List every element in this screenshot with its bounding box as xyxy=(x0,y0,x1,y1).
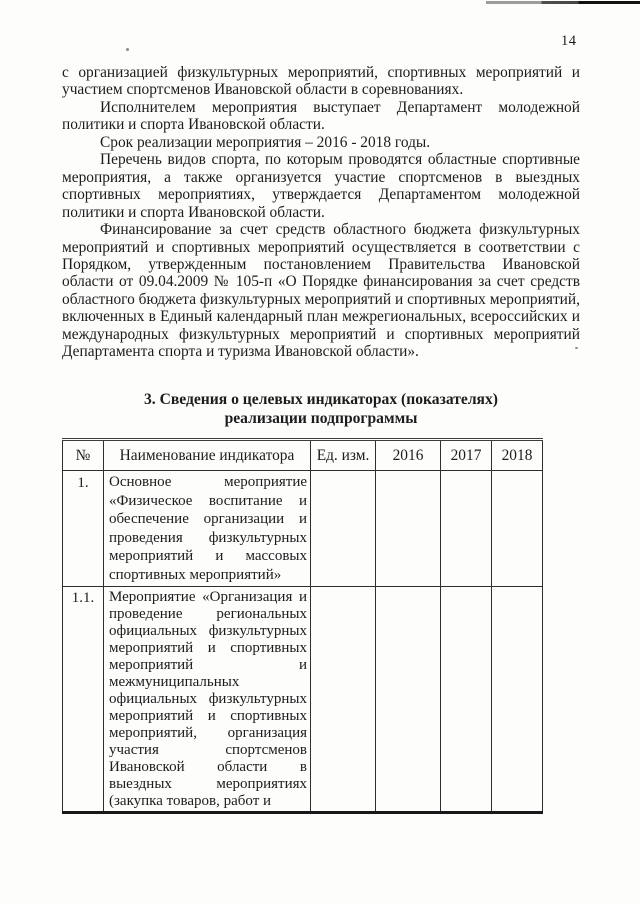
page-number: 14 xyxy=(561,33,577,49)
section-heading xyxy=(62,390,580,428)
paragraph: Исполнителем мероприятия выступает Департамент молодежной политики и спорта Ивановской области. xyxy=(62,98,580,134)
paragraph: Срок реализации мероприятия – 2016 - 2018 годы. xyxy=(100,133,431,151)
indicator-cell: Мероприятие «Организация и проведение региональных официальных физкультурных мероприятий и спортивных мероприятий и межмуниципальных официальных физкультурных мероприятий и спортивных мероприятий, организация участия спортсменов Ивановской области в выездных мероприятиях (закупка товаров, работ и xyxy=(104,587,311,813)
section-heading-line2: реализации подпрограммы xyxy=(224,410,418,427)
scan-speck xyxy=(126,48,129,51)
table-row xyxy=(63,587,543,813)
col-header-unit: Ед. изм. xyxy=(311,440,376,471)
table-row xyxy=(63,471,543,587)
row-number-cell: 1. xyxy=(63,471,104,587)
body-text xyxy=(62,64,580,361)
value-2018-cell xyxy=(492,471,543,587)
indicators-table-wrap xyxy=(62,438,543,814)
indicators-table xyxy=(62,438,543,814)
value-2017-cell xyxy=(441,587,492,813)
paragraph: Перечень видов спорта, по которым проводятся областные спортивные мероприятия, а также организуется участие спортсменов в выездных спортивных мероприятиях, утверждается Департаментом молодежной политики и спорта Ивановской области. xyxy=(62,151,580,221)
section-heading-line1: 3. Сведения о целевых индикаторах (показателях) xyxy=(143,391,498,408)
scan-edge-artifact xyxy=(486,1,640,4)
col-header-2018: 2018 xyxy=(492,440,543,471)
col-header-indicator: Наименование индикатора xyxy=(104,440,311,471)
paragraph: с организацией физкультурных мероприятий, спортивных мероприятий и участием спортсменов Ивановской области в соревнованиях. xyxy=(62,64,580,99)
paragraph: Финансирование за счет средств областного бюджета физкультурных мероприятий и спортивных мероприятий осуществляется в соответствии с Порядком, утвержденным постановлением Правительства Ивановской области от 09.04.2009 № 105-п «О Порядке финансирования за счет средств областного бюджета физкультурных мероприятий и спортивных мероприятий, включенных в Единый календарный план межрегиональных, всероссийских и международных физкультурных мероприятий и спортивных мероприятий Департамента спорта и туризма Ивановской области». xyxy=(62,221,580,361)
col-header-2016: 2016 xyxy=(376,440,441,471)
unit-cell xyxy=(311,471,376,587)
col-header-num: № xyxy=(63,440,104,471)
row-number-cell: 1.1. xyxy=(63,587,104,813)
table-header-row xyxy=(63,440,543,471)
value-2017-cell xyxy=(441,471,492,587)
unit-cell xyxy=(311,587,376,813)
col-header-2017: 2017 xyxy=(441,440,492,471)
value-2016-cell xyxy=(376,471,441,587)
value-2018-cell xyxy=(492,587,543,813)
indicator-cell: Основное мероприятие «Физическое воспитание и обеспечение организации и проведения физкультурных мероприятий и массовых спортивных мероприятий» xyxy=(104,471,311,587)
value-2016-cell xyxy=(376,587,441,813)
